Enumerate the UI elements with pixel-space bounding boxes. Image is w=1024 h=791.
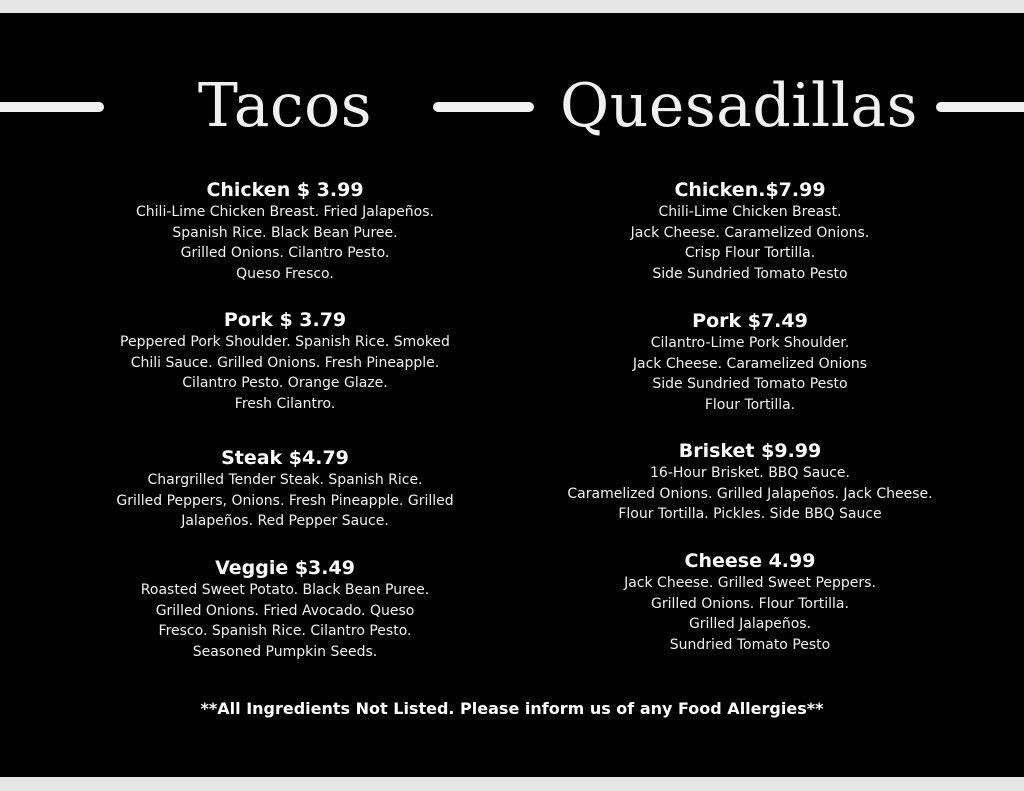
taco-item-steak xyxy=(55,446,515,532)
item-desc-line: Jalapeños. Red Pepper Sauce. xyxy=(181,513,389,529)
item-name: Steak $4.79 xyxy=(221,447,349,469)
item-name: Chicken $ 3.99 xyxy=(206,179,364,201)
item-desc-line: Cilantro Pesto. Orange Glaze. xyxy=(182,375,388,391)
taco-item-chicken xyxy=(55,178,515,284)
item-desc-line: Flour Tortilla. Pickles. Side BBQ Sauce xyxy=(618,506,882,522)
item-desc-line: Grilled Onions. Flour Tortilla. xyxy=(651,595,849,612)
item-desc-line: Caramelized Onions. Grilled Jalapeños. Jack Cheese. xyxy=(567,485,933,502)
item-desc-line: Spanish Rice. Black Bean Puree. xyxy=(172,224,398,241)
item-desc-line: Grilled Onions. Fried Avocado. Queso xyxy=(155,602,415,619)
taco-item-veggie xyxy=(55,556,515,662)
menu-page xyxy=(0,13,1024,777)
item-desc-line: Queso Fresco. xyxy=(236,265,334,282)
item-desc-line: Flour Tortilla. xyxy=(704,396,796,413)
quesadilla-item-cheese xyxy=(520,549,980,655)
item-desc-line: Sundried Tomato Pesto xyxy=(669,636,831,653)
item-desc-line: Side Sundried Tomato Pesto xyxy=(652,265,848,282)
item-name: Chicken.$7.99 xyxy=(674,179,826,201)
item-desc-line: Jack Cheese. Caramelized Onions xyxy=(632,355,868,372)
divider-right xyxy=(936,102,1024,112)
item-desc-line: Crisp Flour Tortilla. xyxy=(684,245,816,261)
item-desc-line: Jack Cheese. Caramelized Onions. xyxy=(630,224,870,241)
item-desc-line: Fresco. Spanish Rice. Cilantro Pesto. xyxy=(158,623,412,639)
item-desc-line: Fresh Cilantro. xyxy=(234,395,336,412)
item-desc-line: Chili-Lime Chicken Breast. xyxy=(658,204,842,220)
item-desc-line: Grilled Peppers, Onions. Fresh Pineapple. Grilled xyxy=(116,492,454,509)
item-desc-line: Jack Cheese. Grilled Sweet Peppers. xyxy=(624,575,876,591)
item-desc-line: Cilantro-Lime Pork Shoulder. xyxy=(650,335,850,351)
item-desc-line: 16-Hour Brisket. BBQ Sauce. xyxy=(650,465,850,481)
item-desc-line: Roasted Sweet Potato. Black Bean Puree. xyxy=(140,582,430,598)
item-name: Veggie $3.49 xyxy=(215,557,355,579)
item-name: Pork $7.49 xyxy=(692,310,808,332)
tacos-title: Tacos xyxy=(197,71,373,141)
item-desc-line: Grilled Onions. Cilantro Pesto. xyxy=(180,245,390,261)
divider-center xyxy=(433,102,534,112)
item-name: Pork $ 3.79 xyxy=(223,309,347,331)
item-desc-line: Grilled Jalapeños. xyxy=(688,616,812,632)
item-desc-line: Chargrilled Tender Steak. Spanish Rice. xyxy=(147,472,423,488)
quesadillas-title: Quesadillas xyxy=(560,71,918,141)
item-name: Brisket $9.99 xyxy=(678,440,822,462)
quesadilla-item-chicken xyxy=(520,178,980,284)
item-desc-line: Seasoned Pumpkin Seeds. xyxy=(192,643,378,660)
item-desc-line: Peppered Pork Shoulder. Spanish Rice. Smoked xyxy=(120,334,450,350)
divider-left xyxy=(0,102,104,112)
quesadilla-item-pork xyxy=(520,309,980,415)
quesadilla-item-brisket xyxy=(520,439,980,525)
item-name: Cheese 4.99 xyxy=(684,550,816,572)
item-desc-line: Chili-Lime Chicken Breast. Fried Jalapeños. xyxy=(136,204,434,220)
item-desc-line: Chili Sauce. Grilled Onions. Fresh Pineapple. xyxy=(130,354,440,371)
item-desc-line: Side Sundried Tomato Pesto xyxy=(652,376,848,392)
taco-item-pork xyxy=(55,308,515,414)
allergy-notice: **All Ingredients Not Listed. Please inform us of any Food Allergies** xyxy=(200,699,824,718)
